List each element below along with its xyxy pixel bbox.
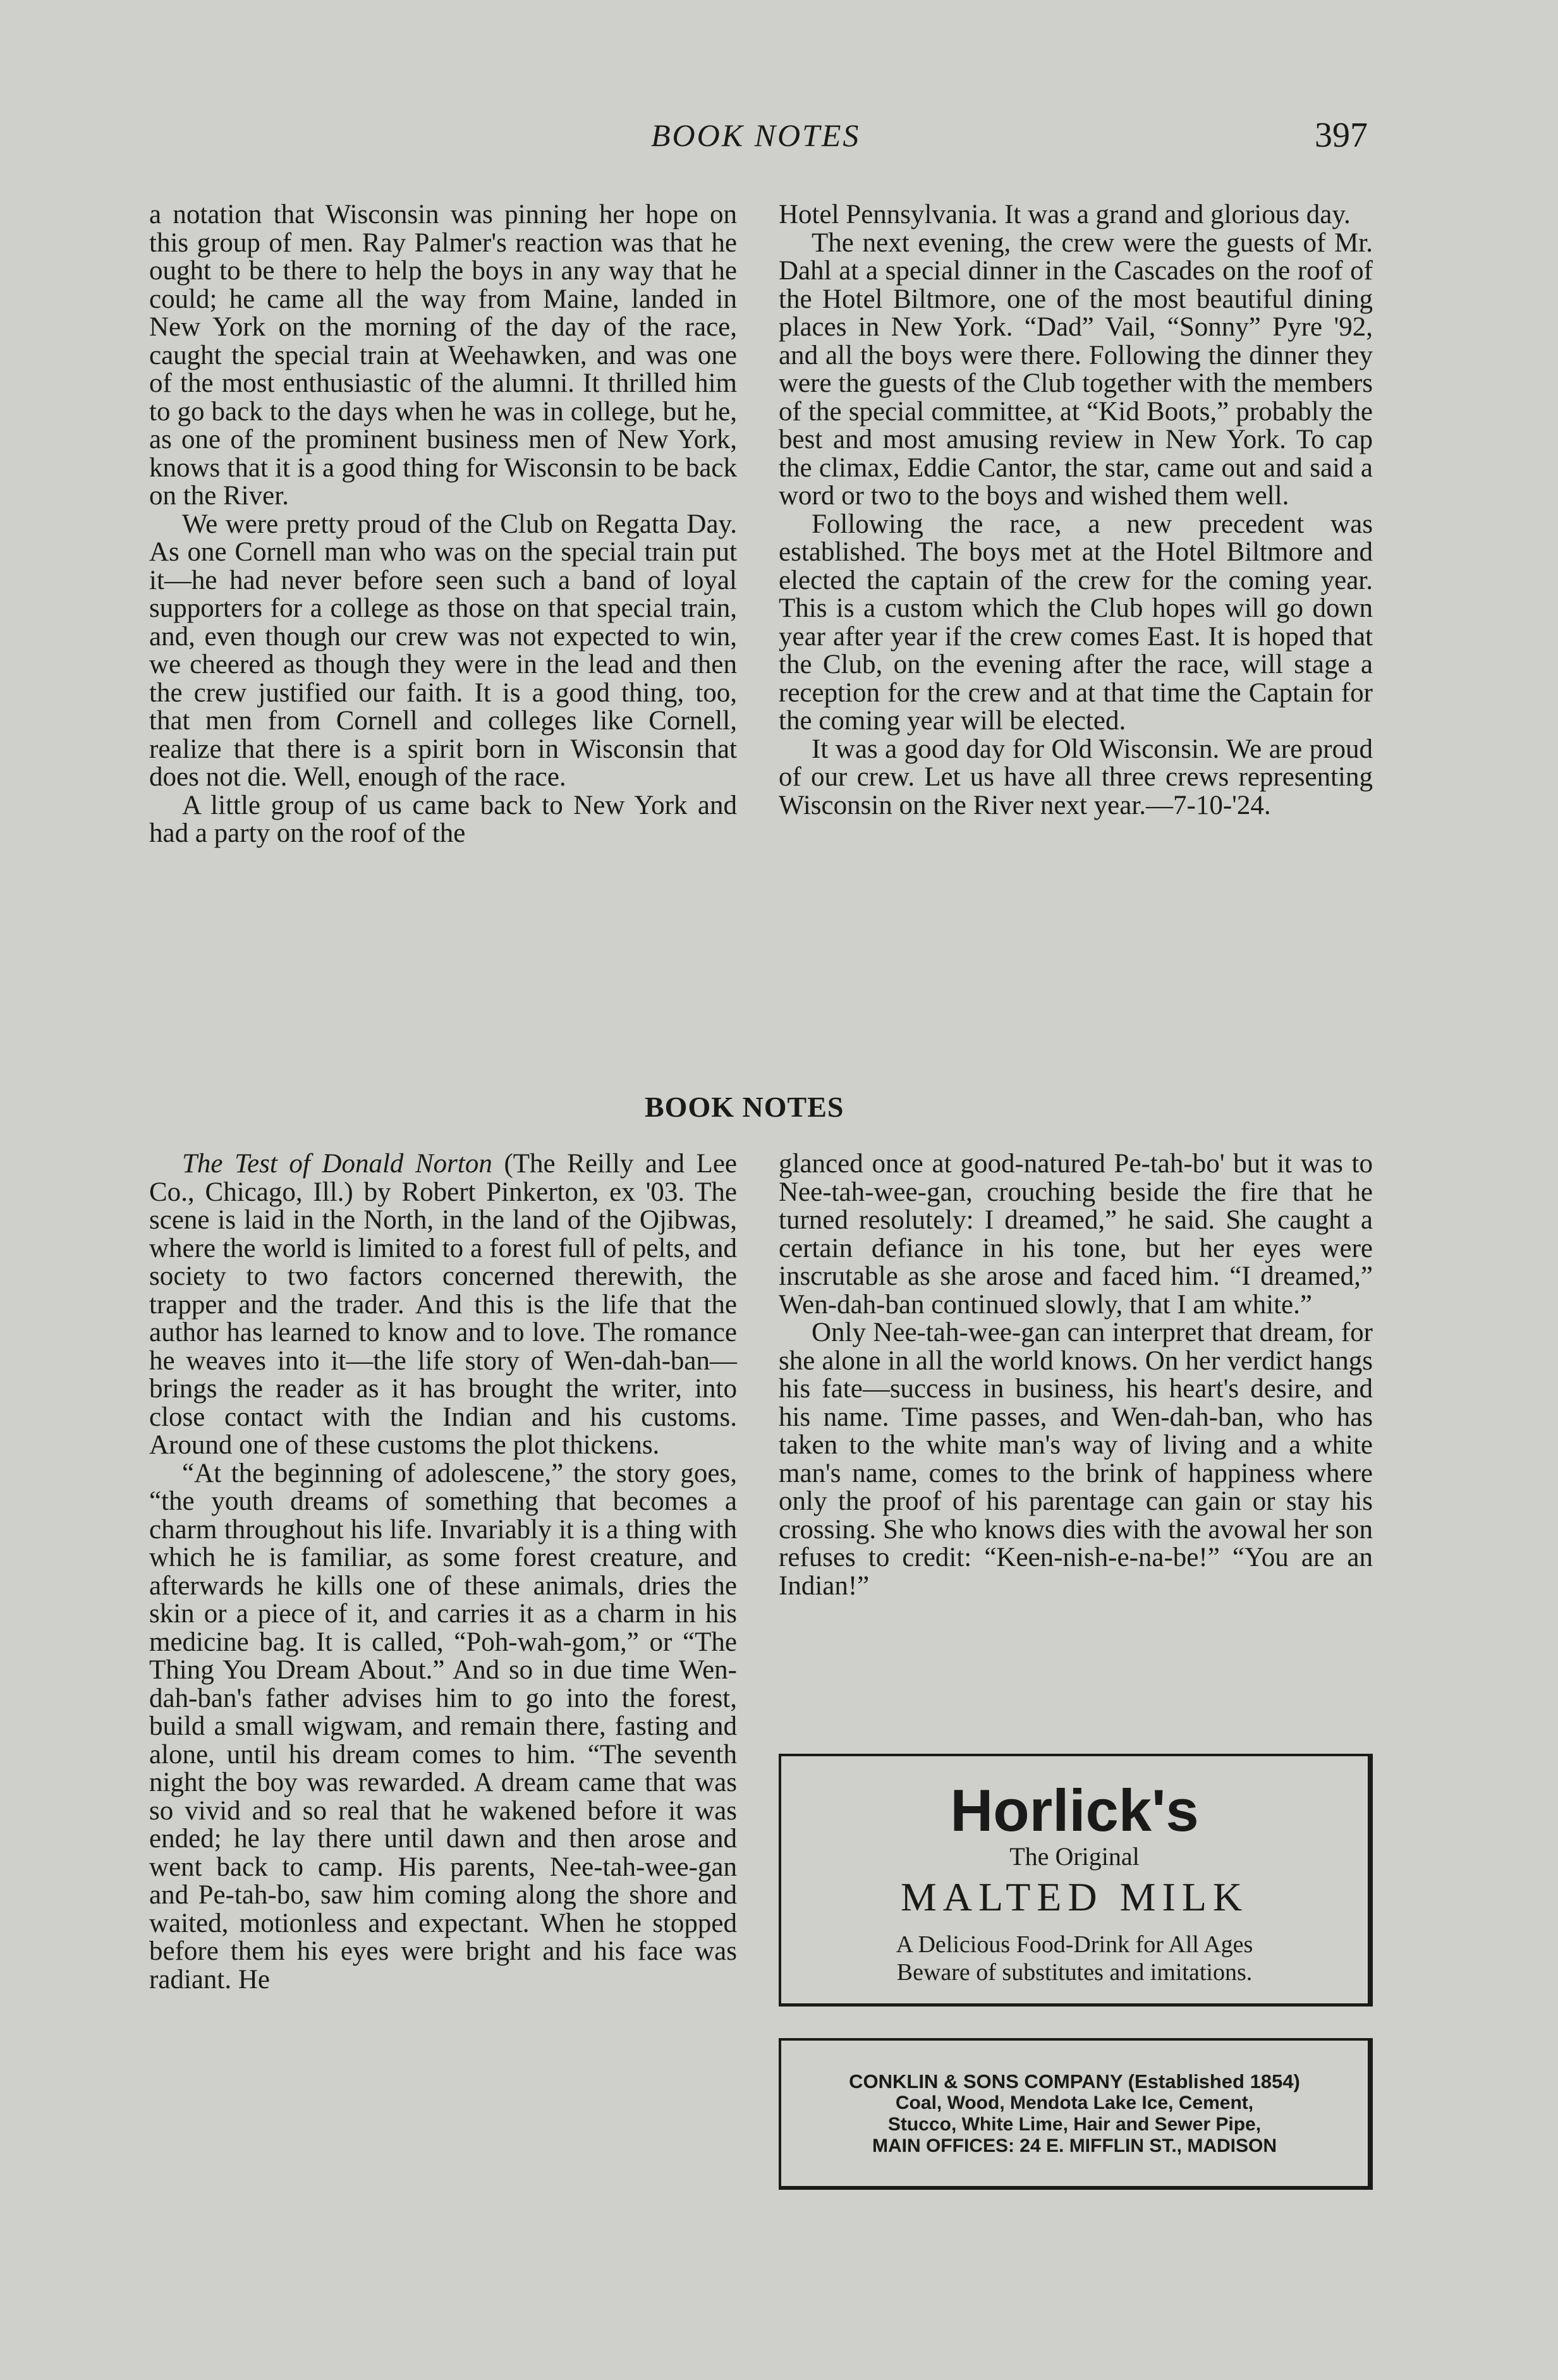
paragraph: A little group of us came back to New York and had a party on the roof of the bbox=[149, 790, 737, 848]
running-head: BOOK NOTES bbox=[651, 118, 861, 153]
review-intro-text: (The Reilly and Lee Co., Chicago, Ill.) by Robert Pinkerton, ex '03. The scene is laid in the North, in the land of the Ojibwas, where the world is limited to a forest full of pelts, and society to two factors concerned therewith, the trapper and the trader. And this is the life that the author has learned to know and to love. The romance he weaves into it—the life story of Wen-dah-ban—brings the reader as it has brought the writer, into close contact with the Indian and his customs. Around one of these customs the plot thickens. bbox=[149, 1149, 737, 1460]
paragraph: “At the beginning of adolescene,” the story goes, “the youth dreams of something that becomes a charm throughout his life. Invariably it is a thing with which he is familiar, as some forest creature, and afterwards he kills one of these animals, dries the skin or a piece of it, and carries it as a charm in his medicine bag. It is called, “Poh-wah-gom,” or “The Thing You Dream About.” And so in due time Wendah-ban's father advises him to go into the forest, build a small wigwam, and remain there, fasting and alone, until his dream comes to him. “The seventh night the boy was rewarded. A dream came that was so vivid and so real that he wakened before it was ended; he lay there until dawn and then arose and went back to camp. His parents, Nee-tah-wee-gan and Pe-tah-bo, saw him coming along the shore and waited, motionless and expectant. When he stopped before them his eyes were bright and his face was radiant. He bbox=[149, 1458, 737, 1994]
ad-brand-name: Horlick's bbox=[950, 1777, 1199, 1843]
top-left-column bbox=[149, 201, 737, 848]
ad-tagline: The Original bbox=[1009, 1842, 1140, 1871]
book-notes-left-column bbox=[149, 1150, 737, 1994]
ad-line: Stucco, White Lime, Hair and Sewer Pipe, bbox=[887, 2114, 1262, 2135]
paragraph: glanced once at good-natured Pe-tah-bo' but it was to Nee-tah-wee-gan, crouching beside the fire that he turned resolutely: I dreamed,” he said. She caught a certain defiance in his tone, but her eyes were inscrutable as she arose and faced him. “I dreamed,” Wen-dah-ban continued slowly, that I am white.” bbox=[779, 1149, 1373, 1320]
ad-address: MAIN OFFICES: 24 E. MIFFLIN ST., MADISON bbox=[872, 2135, 1277, 2156]
ad-line: Coal, Wood, Mendota Lake Ice, Cement, bbox=[895, 2092, 1254, 2113]
paragraph: It was a good day for Old Wisconsin. We are proud of our crew. Let us have all three crews representing Wisconsin on the River next year.—7-10-'24. bbox=[779, 734, 1373, 820]
paragraph: We were pretty proud of the Club on Regatta Day. As one Cornell man who was on the special train put it—he had never before seen such a band of loyal supporters for a college as those on that special train, and, even though our crew was not expected to win, we cheered as though they were in the lead and then the crew justified our faith. It is a good thing, too, that men from Cornell and colleges like Cornell, realize that there is a spirit born in Wisconsin that does not die. Well, enough of the race. bbox=[149, 509, 737, 792]
horlicks-advertisement bbox=[779, 1754, 1373, 2007]
ad-line: Beware of substitutes and imitations. bbox=[896, 1959, 1253, 1986]
book-notes-right-column bbox=[779, 1150, 1373, 1600]
ad-line: A Delicious Food-Drink for All Ages bbox=[896, 1931, 1253, 1958]
ad-product-name: MALTED MILK bbox=[900, 1874, 1249, 1919]
conklin-advertisement bbox=[779, 2038, 1373, 2190]
top-right-column bbox=[779, 201, 1373, 820]
section-heading-book-notes: BOOK NOTES bbox=[645, 1091, 844, 1123]
page-number: 397 bbox=[1315, 116, 1368, 155]
paragraph: Following the race, a new precedent was established. The boys met at the Hotel Biltmore and elected the captain of the crew for the coming year. This is a custom which the Club hopes will go down year after year if the crew comes East. It is hoped that the Club, on the evening after the race, will stage a reception for the crew and at that time the Captain for the coming year will be elected. bbox=[779, 509, 1373, 736]
book-title: The Test of Donald Norton bbox=[182, 1149, 492, 1179]
review-intro bbox=[149, 1150, 737, 1460]
paragraph: The next evening, the crew were the guests of Mr. Dahl at a special dinner in the Cascades on the roof of the Hotel Biltmore, one of the most beautiful dining places in New York. “Dad” Vail, “Sonny” Pyre '92, and all the boys were there. Following the dinner they were the guests of the Club together with the members of the special committee, at “Kid Boots,” probably the best and most amusing review in New York. To cap the climax, Eddie Cantor, the star, came out and said a word or two to the boys and wished them well. bbox=[779, 228, 1373, 511]
paragraph: a notation that Wisconsin was pinning her hope on this group of men. Ray Palmer's reaction was that he ought to be there to help the boys in any way that he could; he came all the way from Maine, landed in New York on the morning of the day of the race, caught the special train at Weehawken, and was one of the most enthusiastic of the alumni. It thrilled him to go back to the days when he was in college, but he, as one of the prominent business men of New York, knows that it is a good thing for Wisconsin to be back on the River. bbox=[149, 200, 737, 511]
paragraph: Hotel Pennsylvania. It was a grand and glorious day. bbox=[779, 200, 1351, 229]
paragraph: Only Nee-tah-wee-gan can interpret that dream, for she alone in all the world knows. On her verdict hangs his fate—success in business, his heart's desire, and his name. Time passes, and Wen-dah-ban, who has taken to the white man's way of living and a white man's name, comes to the brink of happiness where only the proof of his parentage can gain or stay his crossing. She who knows dies with the avowal her son refuses to credit: “Keen-nish-e-na-be!” “You are an Indian!” bbox=[779, 1318, 1373, 1601]
ad-company-name: CONKLIN & SONS COMPANY (Established 1854) bbox=[849, 2070, 1300, 2092]
